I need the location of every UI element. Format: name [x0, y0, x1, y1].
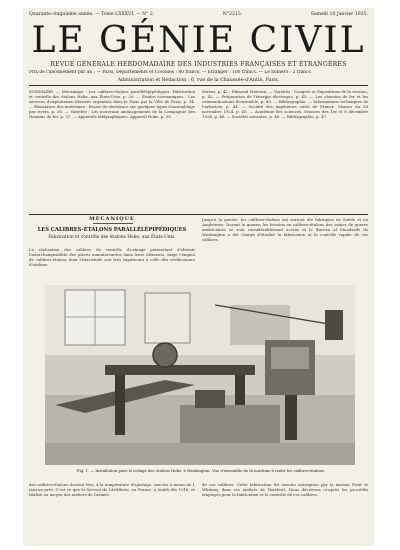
year-label: Quarante-cinquième année. — Tome LXXXVI. — N° 2. [29, 12, 155, 17]
masthead-title: LE GÉNIE CIVIL [31, 20, 366, 61]
machine-photo [45, 285, 355, 465]
article-intro-left: La réalisation des calibres de contrôle d'usinage permettant d'obtenir l'interchangeabilité des pièces manufacturées dans leurs éléments, exige l'emploi de calibres-étalons dont l'exactitude soit très supérieure à celle des vérificateurs d'ateliers. [29, 247, 195, 268]
article-title: LES CALIBRES-ÉTALONS PARALLÉLÉPIPÉDIQUES [37, 227, 187, 233]
summary-rule [29, 214, 368, 215]
section-divider [93, 223, 133, 224]
article-body-left: des calibres-étalons doivent être, à la température d'ajustage, exactes à moins de 1 micron près. C'est ce que le Service de l'Artillerie, en France, a établi dès 1916, et réalisé au moyen des ateliers de l'armée. [29, 482, 195, 498]
date-label: Samedi 10 Janvier 1925. [310, 12, 368, 17]
administration-line: Administration et Rédaction : 6, rue de la Chaussée-d'Antin, Paris. [117, 78, 280, 83]
article-subtitle: Fabrication et contrôle des étalons Hoke, aux États-Unis. [48, 235, 176, 240]
pricing-line: Prix de l'abonnement par an : — Paris, Départements et Colonies : 80 francs. — Étranger : 100 francs. — Le numéro : 2 francs [29, 70, 311, 75]
newspaper-page [23, 8, 374, 546]
section-heading: MÉCANIQUE [89, 216, 135, 222]
issue-number: N°2213. [222, 12, 243, 17]
article-body-right: de ces calibres. Cette fabrication fut ensuite entreprise par la maison Pratt et Whitney, dans ses ateliers de Hartford. Nous décrivons ci-après les procédés employés pour la fabrication et le contrôle de ces calibres. [202, 482, 368, 498]
photo-caption: Fig. 1. — Installation pour le rodage des étalons Hoke, à Washington. Vue d'ensemble de la machine à roder les calibres-étalons. [76, 468, 326, 473]
article-intro-right: Jusqu'à la guerre, les calibres-étalons ont surtout été fabriqués en Suède et en Angleterre. Durant la guerre, les besoins en calibres-étalons des usines de guerre américaines se sont considérablement accrus et le Bureau of Standards de Washington a été chargé d'étudier la fabrication et le contrôle rapide de ces calibres. [202, 217, 368, 243]
masthead-rule [29, 85, 368, 86]
photo-illustration [45, 285, 355, 465]
summary-right: dérées, p. 42 ; Edmond Marconi. — Variétés : Congrès et Expositions de la session, p. 42. — Préparation de l'énergie électrique, p. 43. — Les chemins de fer et les communications d'ensemble, p. 43. — Bibliographie. — Informations techniques de l'industrie, p. 44. — Société des ingénieurs civils de France. Séance du 28 novembre 1924, p. 45. — Académie des sciences. Séances des 1er et 8 décembre 1924, p. 46. — Sociétés savantes, p. 46. — Bibliographie, p. 47. [202, 89, 368, 120]
summary-left: SOMMAIRE. — Mécanique : Les calibres-étalons parallélépipédiques. Fabrication et contrôle des étalons Hoke, aux États-Unis, p. 29. — Études économiques : Les services d'exploitation illustrés organisés dans le Paris par la Ville de Paris, p. 34. — Résistance des matériaux : Essais de résistance sur quelques types d'assemblage par rivets, p. 36. — Variétés : Les nouveaux aménagements de la Compagnie des chemins de fer, p. 37. — Appareils télégraphiques. Appareil Hoke, p. 38. [29, 89, 195, 120]
issue-line [29, 12, 368, 20]
masthead-subtitle: REVUE GÉNÉRALE HEBDOMADAIRE DES INDUSTRIES FRANÇAISES ET ÉTRANGÈRES [50, 61, 347, 68]
